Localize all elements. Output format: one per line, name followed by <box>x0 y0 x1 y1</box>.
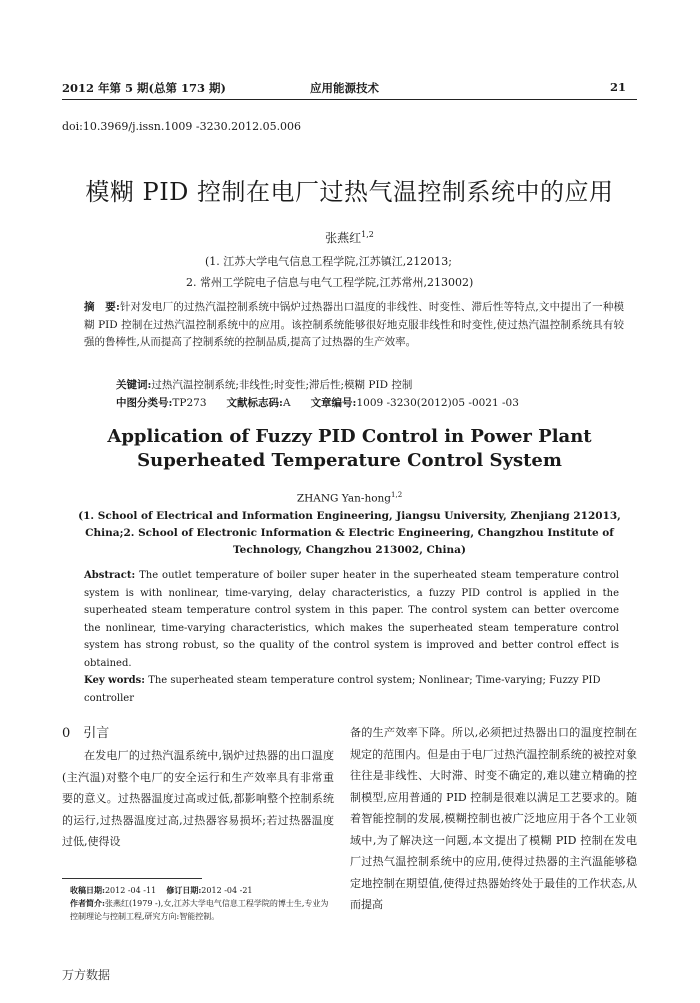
clc-value: TP273 <box>172 397 207 409</box>
abstract-cn-label: 摘 要: <box>84 301 120 313</box>
author-cn-sup: 1,2 <box>361 230 374 239</box>
footnote-dates <box>70 884 334 897</box>
keywords-cn <box>116 377 626 392</box>
clc-label: 中图分类号: <box>116 397 173 409</box>
author-en-sup: 1,2 <box>391 491 403 499</box>
footer-watermark: 万方数据 <box>62 968 111 982</box>
journal-issue: 2012 年第 5 期(总第 173 期) <box>62 81 226 95</box>
doc-code-label: 文献标志码: <box>226 397 283 409</box>
footnote <box>70 884 334 923</box>
affiliation-cn-1: (1. 江苏大学电气信息工程学院,江苏镇江,212013; <box>205 255 452 268</box>
author-en <box>62 491 637 505</box>
received-label: 收稿日期: <box>70 885 105 895</box>
keywords-en <box>84 672 619 707</box>
abstract-cn-text: 针对发电厂的过热汽温控制系统中锅炉过热器出口温度的非线性、时变性、滞后性等特点,文中提出了一种模糊 PID 控制在过热汽温控制系统中的应用。该控制系统能够很好地克服非线性和时变性,使过热汽温控制系统具有较强的鲁棒性,从而提高了控制系统的控制品质,提高了过热器的生产效率。 <box>84 301 624 348</box>
keywords-cn-text: 过热汽温控制系统;非线性;时变性;滞后性;模糊 PID 控制 <box>151 379 413 391</box>
abstract-en-text: The outlet temperature of boiler super heater in the superheated steam temperature control system is with nonlinear, time-varying, delay characteristics, a fuzzy PID control is applied in the superheated steam temperature control system in this paper. The control system can better overcome the nonlinear, time-varying characteristics, which makes the superheated steam temperature control system has strong robust, so the quality of the control system is improved and better control effect is obtained. <box>84 570 619 669</box>
revised-label: 修订日期: <box>166 885 202 895</box>
title-en: Application of Fuzzy PID Control in Power Plant Superheated Temperature Control System <box>107 426 592 471</box>
author-cn <box>62 229 637 246</box>
article-no-label: 文章编号: <box>310 397 357 409</box>
title-cn: 模糊 PID 控制在电厂过热气温控制系统中的应用 <box>85 178 614 206</box>
affiliation-cn-2: 2. 常州工学院电子信息与电气工程学院,江苏常州,213002) <box>186 276 474 289</box>
keywords-cn-label: 关键词: <box>116 379 152 391</box>
bio-text: 张燕红(1979 -),女,江苏大学电气信息工程学院的博士生,专业为控制理论与控制工程,研究方向:智能控制。 <box>70 899 329 921</box>
classification <box>116 395 626 410</box>
bio-label: 作者简介: <box>70 898 105 908</box>
received-value: 2012 -04 -11 <box>104 886 157 895</box>
section-heading: 0 引言 <box>62 726 110 741</box>
footnote-rule <box>62 878 202 879</box>
journal-name: 应用能源技术 <box>310 81 379 95</box>
keywords-en-text: The superheated steam temperature control system; Nonlinear; Time-varying; Fuzzy PID controller <box>84 675 601 704</box>
body-right-column: 备的生产效率下降。所以,必须把过热器出口的温度控制在规定的范围内。但是由于电厂过热汽温控制系统的被控对象往往是非线性、大时滞、时变不确定的,难以建立精确的控制模型,应用普通的 PID 控制是很难以满足工艺要求的。随着智能控制的发展,模糊控制也被广泛地应用于各个工业领域中,为了解决这一问题,本文提出了模糊 PID 控制在发电厂过热气温控制系统中的应用,使得过热器的主汽温能够稳定地控制在期望值,使得过热器始终处于最佳的工作状态,从而提高 <box>350 726 637 911</box>
affiliation-en: (1. School of Electrical and Information Engineering, Jiangsu University, Zhenjiang 212013, China;2. School of Electronic Information & Electric Engineering, Changzhou Institute of Technology, Changzhou 213002, China) <box>78 510 621 556</box>
body-left-column <box>62 745 334 853</box>
doc-code-value: A <box>282 397 291 409</box>
page-number: 21 <box>610 80 627 94</box>
author-en-name: ZHANG Yan-hong <box>296 492 392 505</box>
author-cn-name: 张燕红 <box>325 231 362 245</box>
abstract-cn <box>84 299 624 352</box>
article-no-value: 1009 -3230(2012)05 -0021 -03 <box>356 397 519 409</box>
abstract-en-label: Abstract: <box>84 570 136 581</box>
doi: doi:10.3969/j.issn.1009 -3230.2012.05.006 <box>62 120 302 133</box>
header-rule <box>62 99 637 100</box>
footnote-bio <box>70 897 334 923</box>
body-left-text: 在发电厂的过热汽温系统中,锅炉过热器的出口温度(主汽温)对整个电厂的安全运行和生产效率具有非常重要的意义。过热器温度过高或过低,都影响整个控制系统的运行,过热器温度过高,过热器容易损坏;若过热器温度过低,使得设 <box>62 749 334 848</box>
abstract-en <box>84 567 619 672</box>
revised-value: 2012 -04 -21 <box>201 886 253 895</box>
keywords-en-label: Key words: <box>84 675 145 686</box>
